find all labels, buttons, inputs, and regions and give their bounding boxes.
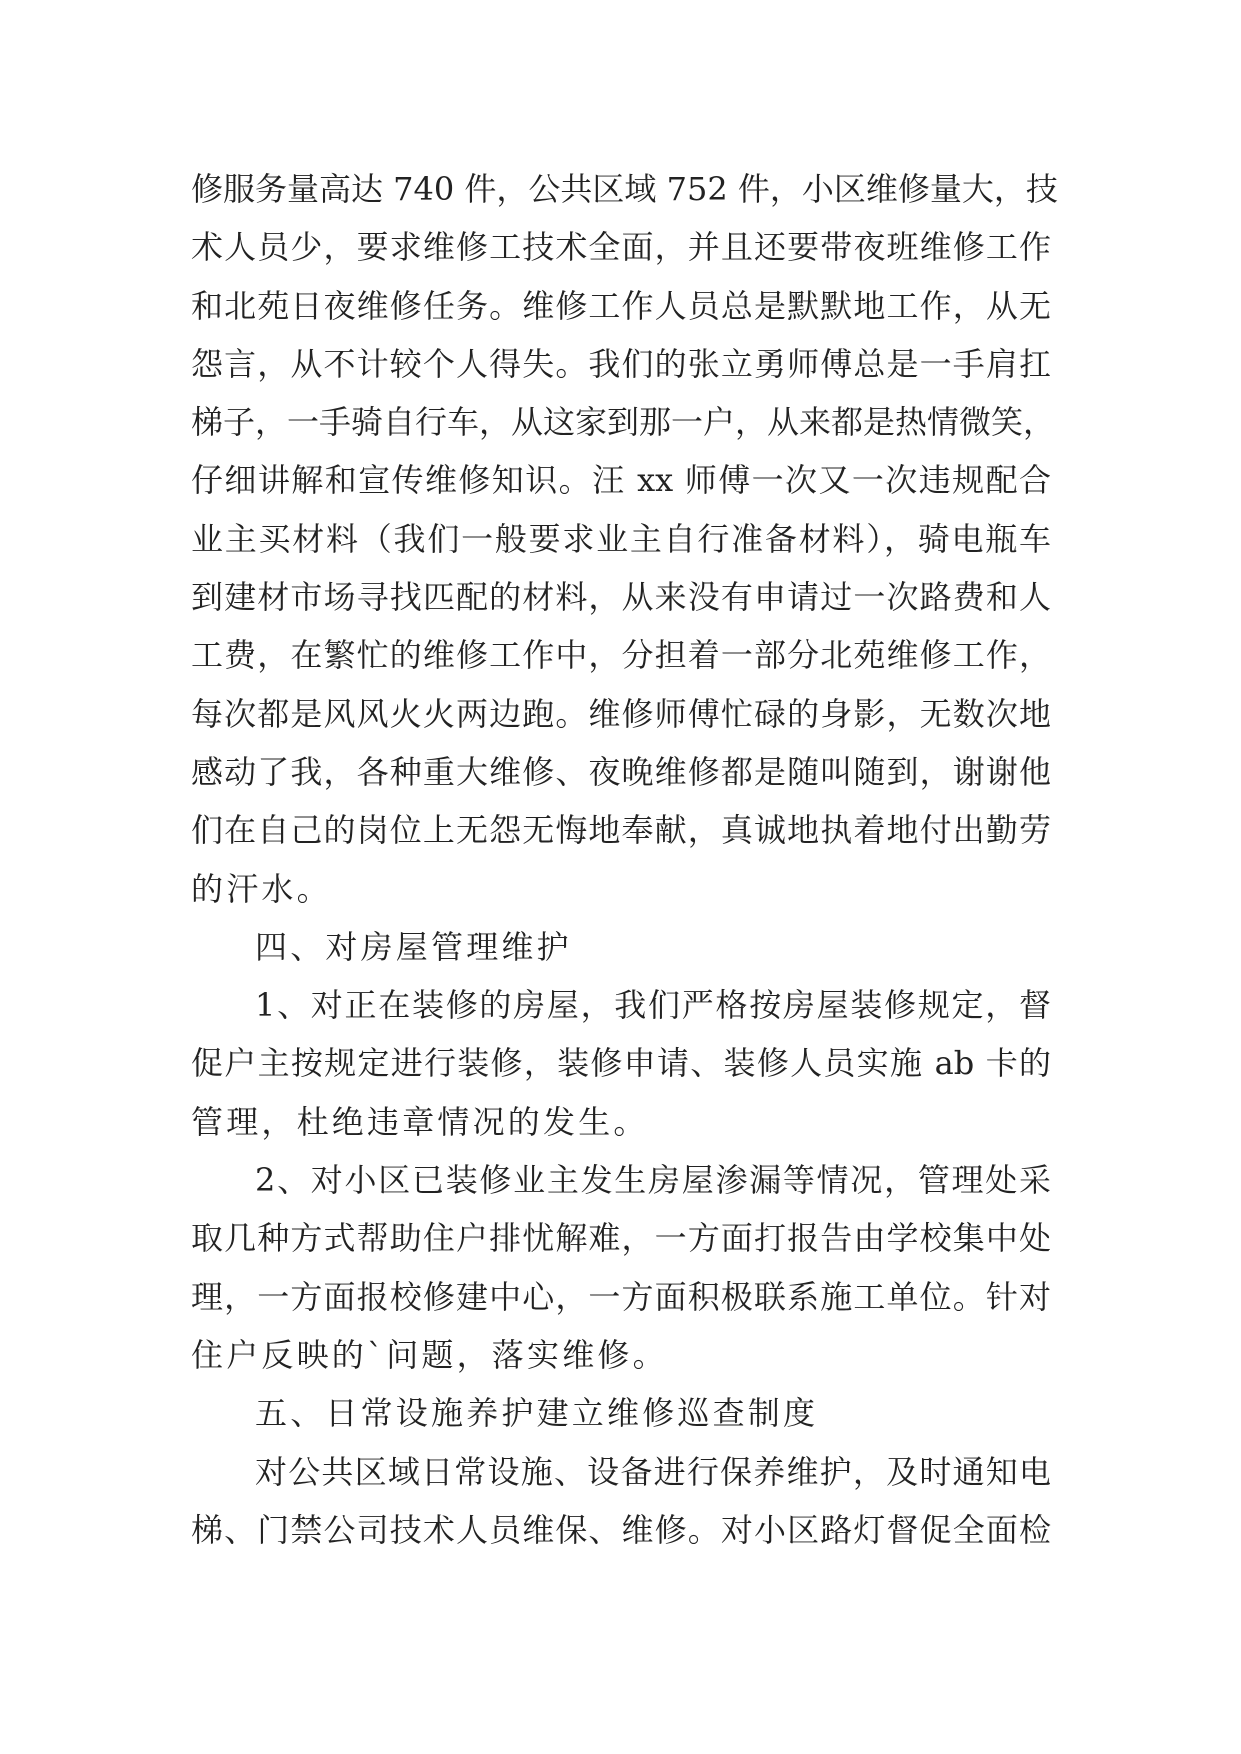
document-body bbox=[191, 160, 1058, 1559]
text-line-2: 术人员少，要求维修工技术全面，并且还要带夜班维修工作 bbox=[191, 228, 1051, 267]
text-line-13: 的汗水。 bbox=[191, 869, 332, 908]
text-line-24: 梯、门禁公司技术人员维保、维修。对小区路灯督促全面检 bbox=[191, 1510, 1051, 1549]
text-line-17: 管理，杜绝违章情况的发生。 bbox=[191, 1102, 649, 1141]
text-line-11: 感动了我，各种重大维修、夜晚维修都是随叫随到，谢谢他 bbox=[191, 752, 1051, 791]
text-line-10: 每次都是风风火火两边跑。维修师傅忙碌的身影，无数次地 bbox=[191, 694, 1051, 733]
section-heading-5: 五、日常设施养护建立维修巡查制度 bbox=[255, 1394, 819, 1433]
text-line-9: 工费，在繁忙的维修工作中，分担着一部分北苑维修工作， bbox=[191, 636, 1051, 675]
text-line-20: 理，一方面报校修建中心，一方面积极联系施工单位。针对 bbox=[191, 1277, 1051, 1316]
text-line-1: 修服务量高达 740 件，公共区域 752 件，小区维修量大，技 bbox=[191, 170, 1058, 208]
text-line-23: 对公共区域日常设施、设备进行保养维护，及时通知电 bbox=[255, 1452, 1051, 1491]
text-line-18: 2、对小区已装修业主发生房屋渗漏等情况，管理处采 bbox=[255, 1161, 1051, 1200]
text-line-21: 住户反映的`问题，落实维修。 bbox=[191, 1335, 668, 1374]
text-line-4: 怨言，从不计较个人得失。我们的张立勇师傅总是一手肩扛 bbox=[191, 344, 1051, 383]
text-line-15: 1、对正在装修的房屋，我们严格按房屋装修规定，督 bbox=[255, 986, 1051, 1025]
text-line-3: 和北苑日夜维修任务。维修工作人员总是默默地工作，从无 bbox=[191, 286, 1051, 325]
section-heading-4: 四、对房屋管理维护 bbox=[255, 927, 572, 966]
text-line-7: 业主买材料（我们一般要求业主自行准备材料），骑电瓶车 bbox=[191, 519, 1051, 558]
text-line-19: 取几种方式帮助住户排忧解难，一方面打报告由学校集中处 bbox=[191, 1219, 1051, 1258]
text-line-8: 到建材市场寻找匹配的材料，从来没有申请过一次路费和人 bbox=[191, 578, 1051, 617]
text-line-5: 梯子，一手骑自行车，从这家到那一户，从来都是热情微笑， bbox=[191, 403, 1056, 442]
text-line-6: 仔细讲解和宣传维修知识。汪 xx 师傅一次又一次违规配合 bbox=[191, 461, 1051, 500]
text-line-12: 们在自己的岗位上无怨无悔地奉献，真诚地执着地付出勤劳 bbox=[191, 811, 1051, 850]
text-line-16: 促户主按规定进行装修，装修申请、装修人员实施 ab 卡的 bbox=[191, 1044, 1051, 1083]
